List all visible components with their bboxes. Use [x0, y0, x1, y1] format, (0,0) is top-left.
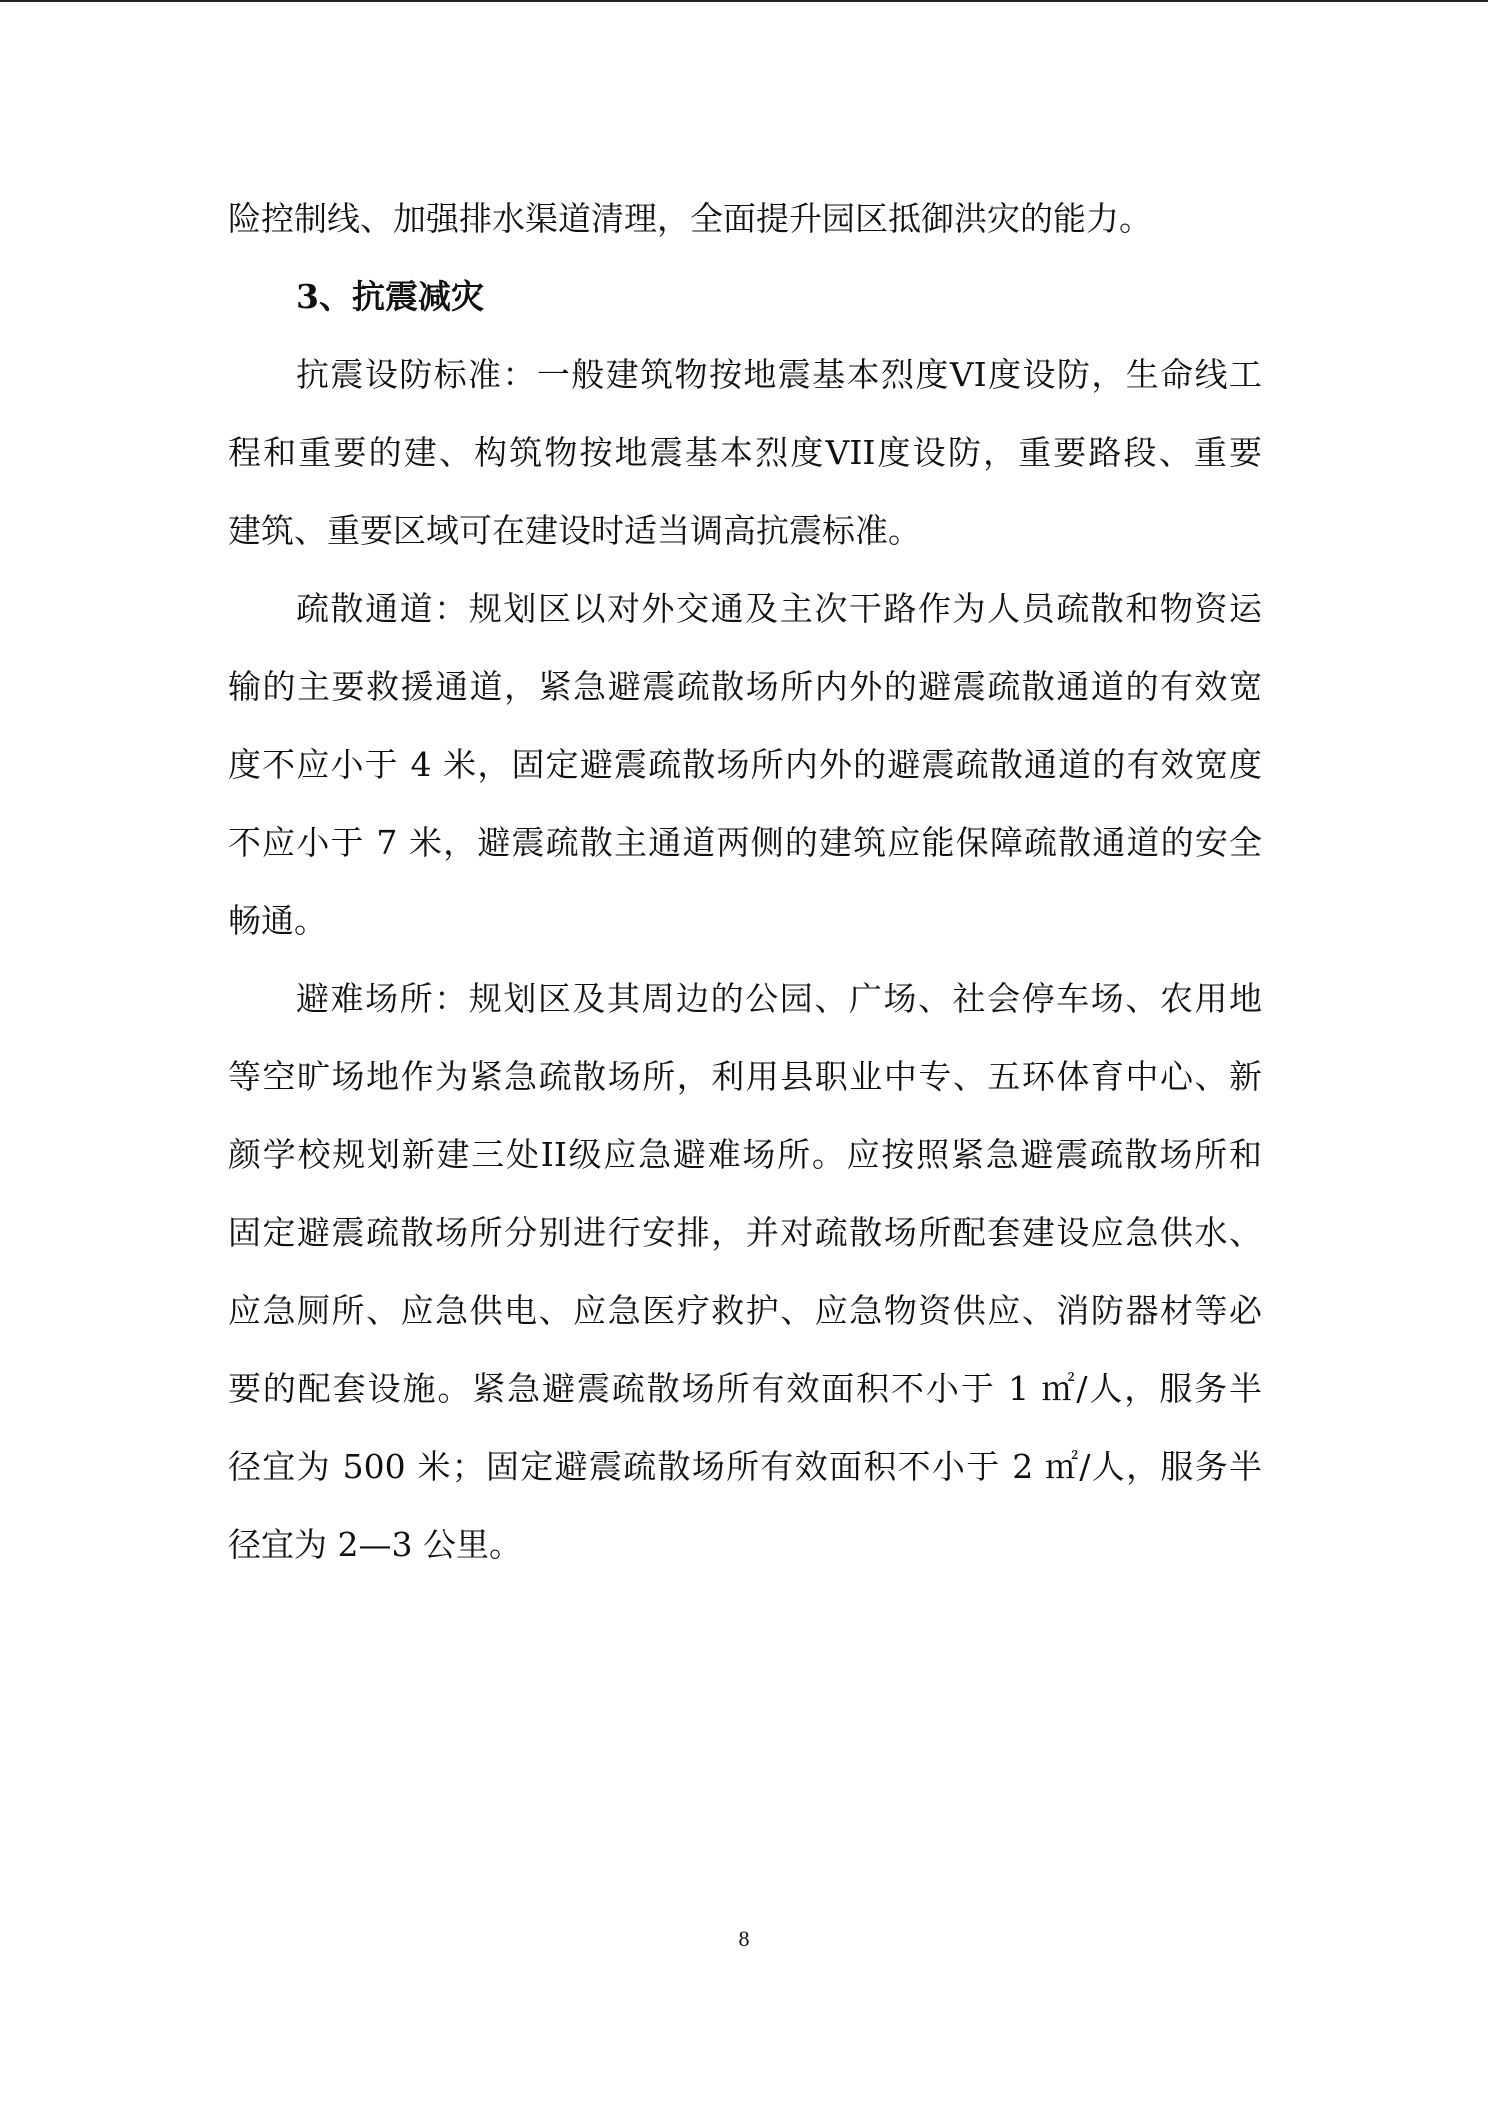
paragraph-line: 径宜为 2—3 公里。: [228, 1525, 522, 1564]
paragraph-line: 避难场所：规划区及其周边的公园、广场、社会停车场、农用地: [296, 979, 1262, 1018]
paragraph-line: 畅通。: [228, 901, 327, 940]
paragraph-line: 疏散通道：规划区以对外交通及主次干路作为人员疏散和物资运: [296, 589, 1262, 628]
paragraph-line: 等空旷场地作为紧急疏散场所，利用县职业中专、五环体育中心、新: [228, 1057, 1262, 1096]
paragraph-line: 度不应小于 4 米，固定避震疏散场所内外的避震疏散通道的有效宽度: [228, 745, 1262, 784]
paragraph: [228, 960, 1262, 1584]
paragraph-line: 输的主要救援通道，紧急避震疏散场所内外的避震疏散通道的有效宽: [228, 667, 1262, 706]
paragraph-line: 险控制线、加强排水渠道清理，全面提升园区抵御洪灾的能力。: [228, 199, 1152, 238]
paragraph-line: 建筑、重要区域可在建设时适当调高抗震标准。: [228, 511, 921, 550]
page-number: 8: [738, 1926, 750, 1951]
paragraph: [228, 570, 1262, 960]
paragraph-line: 径宜为 500 米；固定避震疏散场所有效面积不小于 2 ㎡/人，服务半: [228, 1447, 1262, 1486]
paragraph-line: 应急厕所、应急供电、应急医疗救护、应急物资供应、消防器材等必: [228, 1291, 1262, 1330]
paragraph-line: 程和重要的建、构筑物按地震基本烈度VII度设防，重要路段、重要: [228, 433, 1262, 472]
paragraph: [228, 180, 1262, 258]
document-body: [228, 180, 1262, 1584]
paragraph-line: 抗震设防标准：一般建筑物按地震基本烈度VI度设防，生命线工: [296, 355, 1262, 394]
paragraph-line: 固定避震疏散场所分别进行安排，并对疏散场所配套建设应急供水、: [228, 1213, 1262, 1252]
section-heading: 3、抗震减灾: [296, 277, 484, 316]
page-top-border: [0, 0, 1488, 2]
paragraph-line: 不应小于 7 米，避震疏散主通道两侧的建筑应能保障疏散通道的安全: [228, 823, 1262, 862]
paragraph-line: 颜学校规划新建三处II级应急避难场所。应按照紧急避震疏散场所和: [228, 1135, 1262, 1174]
paragraph-line: 要的配套设施。紧急避震疏散场所有效面积不小于 1 ㎡/人，服务半: [228, 1369, 1262, 1408]
paragraph: [228, 336, 1262, 570]
